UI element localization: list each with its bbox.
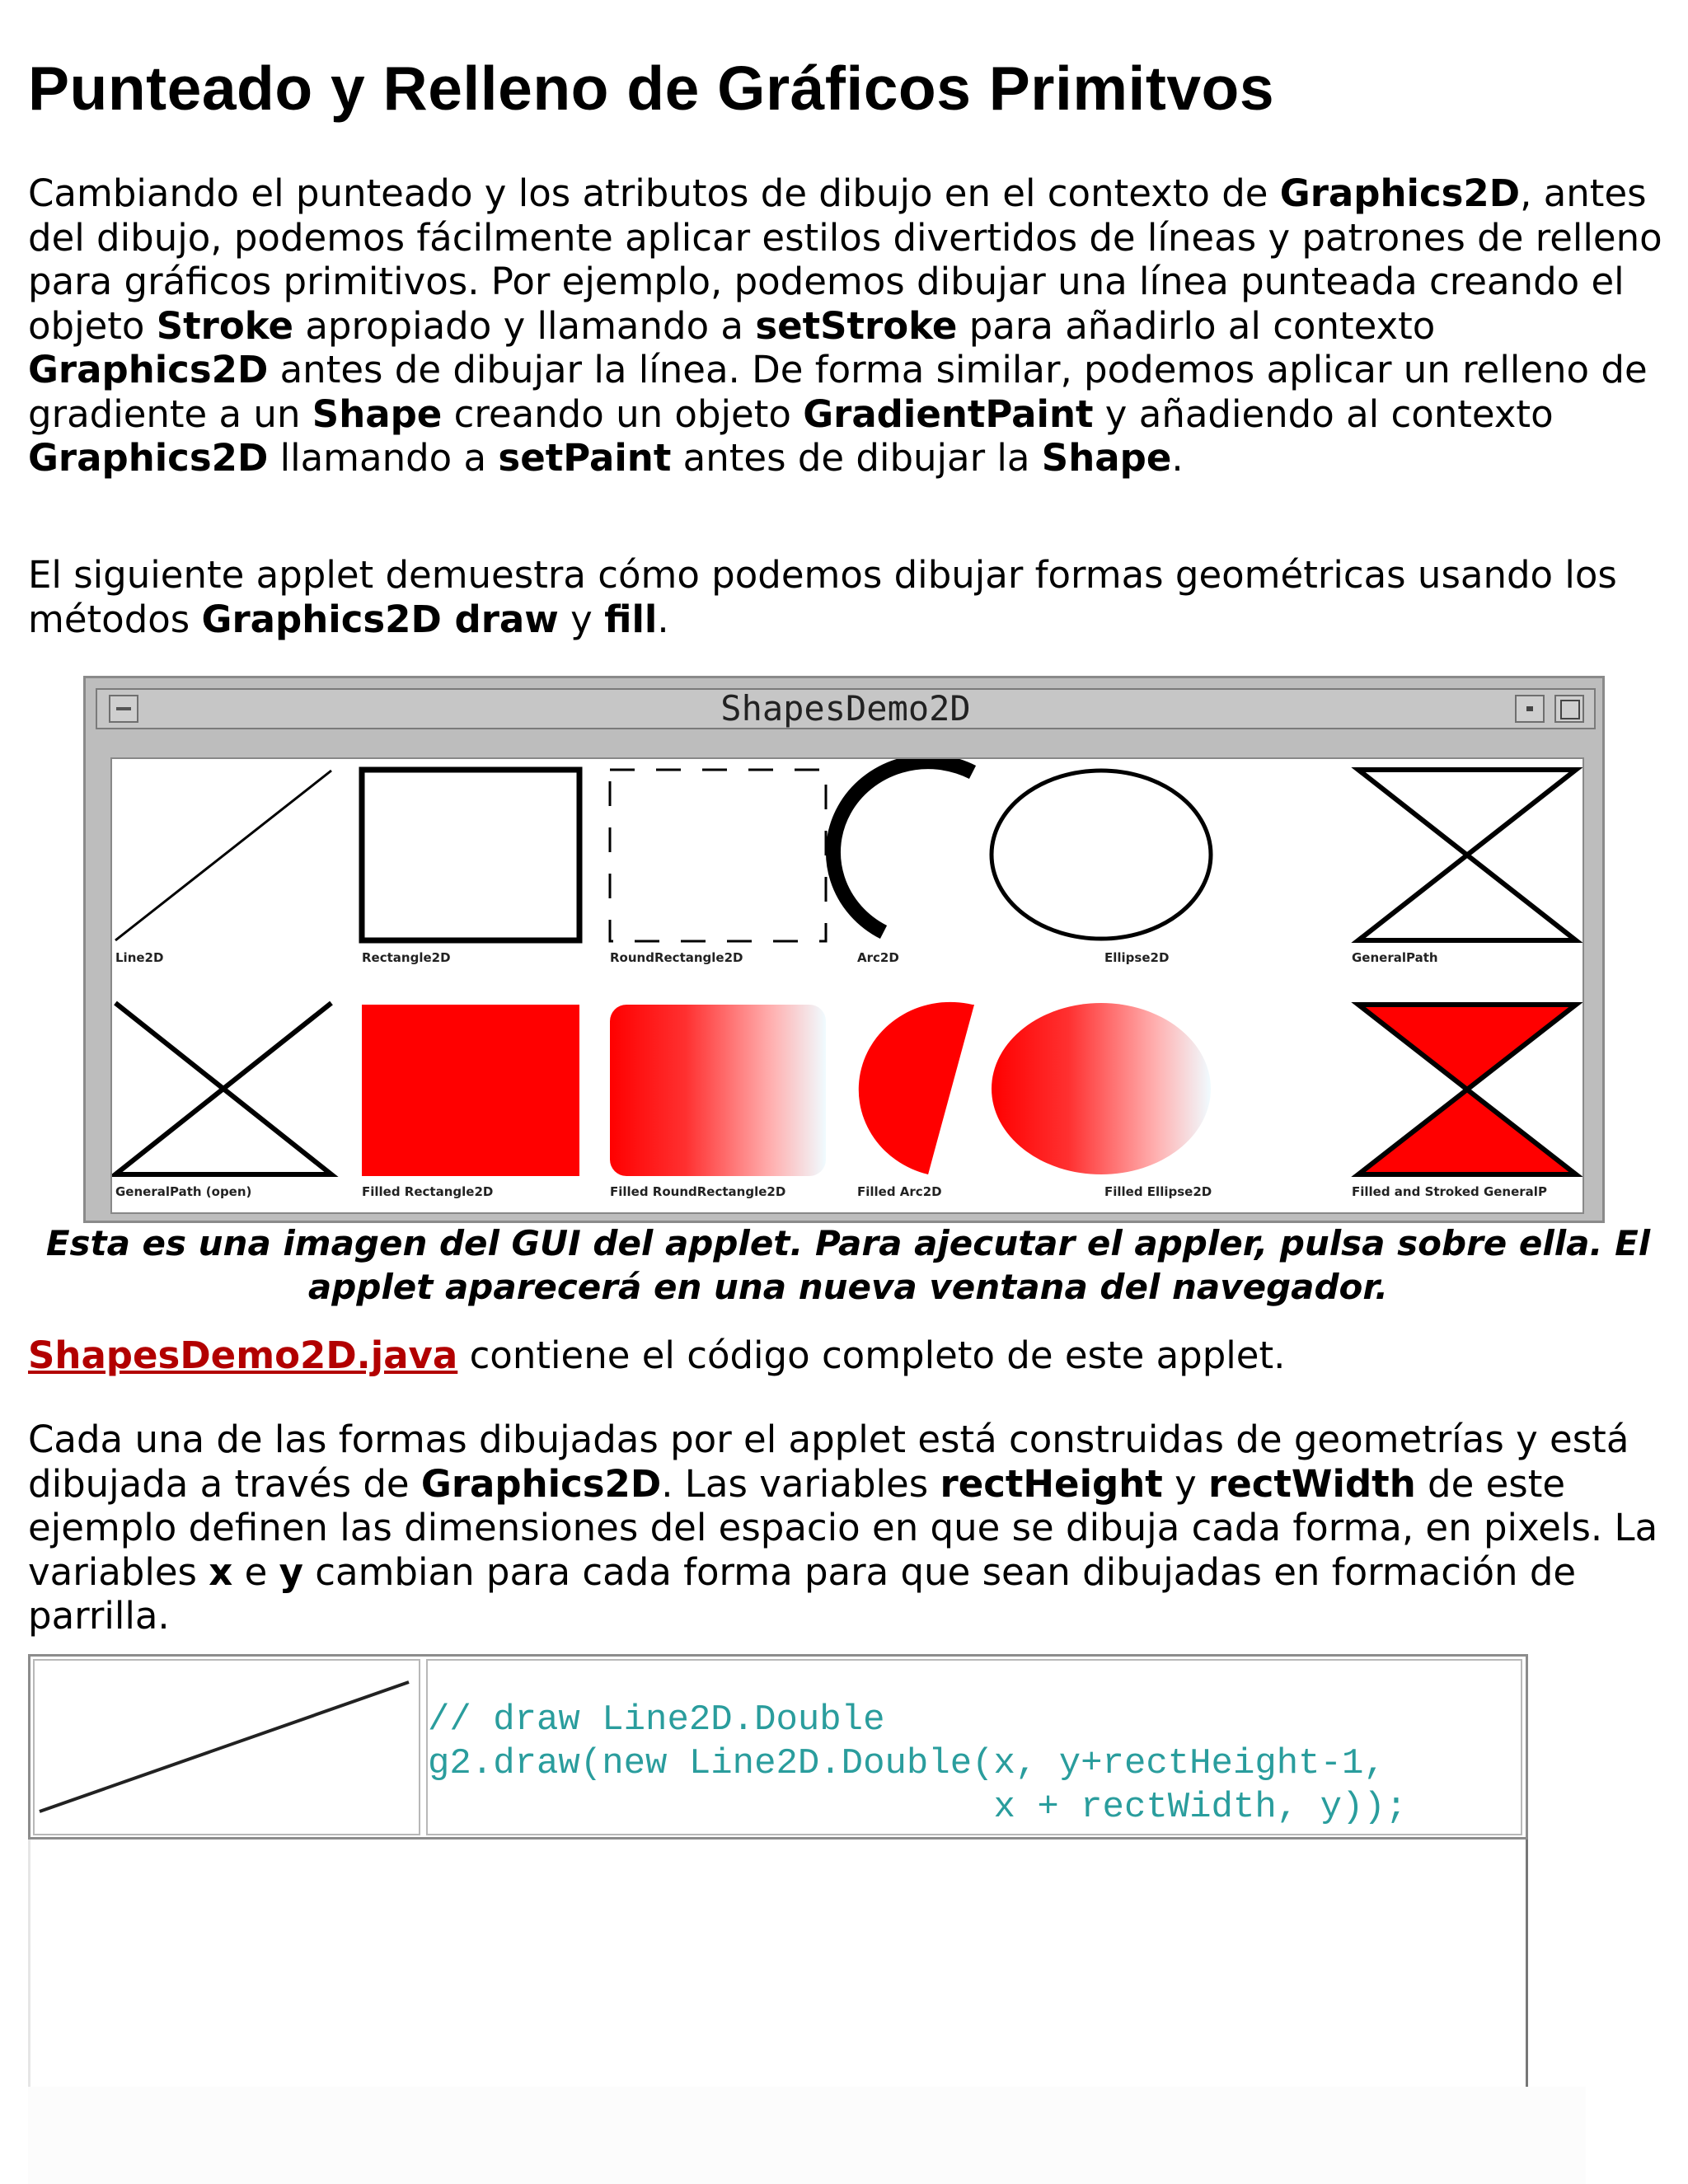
source-paragraph: [28, 1333, 1668, 1378]
example-line2d-shape: [40, 1682, 409, 1811]
label-filled-rectangle2d: Filled Rectangle2D: [362, 1184, 494, 1199]
text-run: .: [657, 597, 669, 641]
arc2d-shape: [833, 762, 973, 932]
bold-term: Graphics2D: [420, 1461, 662, 1506]
text-run: y: [558, 597, 605, 641]
text-run: El siguiente applet demuestra cómo podemos dibujar formas geométricas usando los métodos: [28, 553, 1617, 641]
bold-term: Graphics2D draw: [201, 597, 559, 641]
line2d-shape: [115, 771, 331, 940]
window-titlebar[interactable]: [96, 688, 1596, 729]
code-block: [428, 1699, 1407, 1830]
label-filled-ellipse2d: Filled Ellipse2D: [1104, 1184, 1212, 1199]
bold-term: Stroke: [156, 303, 294, 348]
bold-term: GradientPaint: [803, 391, 1094, 436]
label-ellipse2d: Ellipse2D: [1104, 950, 1170, 965]
dot-icon: [1526, 706, 1533, 711]
square-icon: [1560, 700, 1580, 719]
window-title: ShapesDemo2D: [720, 688, 971, 729]
bold-term: setStroke: [755, 303, 958, 348]
filled-ellipse2d-shape: [992, 1003, 1211, 1174]
ellipse2d-shape: [992, 771, 1211, 939]
code-line: g2.draw(new Line2D.Double(x, y+rectHeight-1,: [428, 1743, 1386, 1784]
window-frame: [83, 676, 1605, 1223]
text-run: para añadirlo al contexto: [957, 303, 1436, 348]
label-generalpath: GeneralPath: [1352, 950, 1438, 965]
example-line-drawing: [35, 1661, 419, 1834]
window-minimize-button[interactable]: [1515, 695, 1545, 723]
label-filled-stroked-generalpath: Filled and Stroked GeneralP: [1352, 1184, 1547, 1199]
text-run: de este ejemplo definen las dimensiones del espacio en que se dibuja cada forma, en pixels. La variables: [28, 1461, 1658, 1594]
label-rectangle2d: Rectangle2D: [362, 950, 451, 965]
window-maximize-button[interactable]: [1554, 695, 1584, 723]
text-run: Cada una de las formas dibujadas por el applet está construidas de geometrías y está dibujada a través de: [28, 1418, 1629, 1506]
example-table: [28, 1654, 1528, 1840]
code-line: x + rectWidth, y));: [428, 1787, 1408, 1828]
code-line: // draw Line2D.Double: [428, 1699, 885, 1741]
applet-caption: [28, 1221, 1668, 1309]
label-filled-roundrectangle2d: Filled RoundRectangle2D: [610, 1184, 786, 1199]
example-shape-cell: [33, 1659, 420, 1835]
bold-term: x: [209, 1549, 233, 1594]
generalpath-shape: [1358, 770, 1576, 940]
text-run: y: [1162, 1461, 1209, 1506]
bold-term: fill: [604, 597, 658, 641]
label-generalpath-open: GeneralPath (open): [115, 1184, 252, 1199]
source-paragraph-text: contiene el código completo de este applet.: [457, 1333, 1286, 1377]
text-run: , antes del dibujo, podemos fácilmente aplicar estilos divertidos de líneas y patrones de relleno para gráficos primitivos. Por ejemplo, podemos dibujar una línea punteada creando el objeto: [28, 171, 1662, 348]
bold-term: setPaint: [498, 436, 672, 480]
roundrectangle2d-shape: [610, 770, 826, 941]
bold-term: Graphics2D: [28, 348, 269, 391]
text-run: Cambiando el punteado y los atributos de dibujo en el contexto de: [28, 171, 1280, 215]
shapes-drawing: [112, 759, 1582, 1212]
text-run: llamando a: [268, 436, 499, 480]
applet-canvas: [110, 757, 1584, 1214]
rectangle2d-shape: [362, 770, 579, 940]
bold-term: Shape: [312, 391, 443, 436]
bold-term: Graphics2D: [28, 436, 269, 480]
text-run: cambian para cada forma para que sean dibujadas en formación de parrilla.: [28, 1549, 1577, 1638]
text-run: antes de dibujar la línea. De forma similar, podemos aplicar un relleno de gradiente a un: [28, 348, 1648, 436]
applet-intro-paragraph: [28, 553, 1668, 641]
label-arc2d: Arc2D: [857, 950, 899, 965]
bold-term: rectHeight: [940, 1461, 1163, 1506]
source-file-link[interactable]: ShapesDemo2D.java: [28, 1333, 458, 1377]
label-filled-arc2d: Filled Arc2D: [857, 1184, 942, 1199]
caption-line-1: Esta es una imagen del GUI del applet. Para ajecutar el appler, pulsa sobre ella. El: [45, 1223, 1651, 1263]
label-line2d: Line2D: [115, 950, 164, 965]
bold-term: rectWidth: [1208, 1461, 1416, 1506]
label-roundrectangle2d: RoundRectangle2D: [610, 950, 743, 965]
bold-term: Shape: [1041, 436, 1172, 480]
example-table-continuation: [28, 1840, 1528, 2087]
filled-roundrectangle2d-shape: [610, 1005, 826, 1176]
text-run: antes de dibujar la: [671, 436, 1042, 480]
page-bottom-strip: [28, 2087, 1586, 2184]
text-run: y añadiendo al contexto: [1093, 391, 1554, 436]
text-run: e: [232, 1549, 279, 1594]
text-run: . Las variables: [661, 1461, 940, 1506]
example-code-cell: [426, 1659, 1522, 1835]
text-run: creando un objeto: [442, 391, 804, 436]
page-title: Punteado y Relleno de Gráficos Primitvos: [28, 54, 1275, 123]
filled-stroked-generalpath-shape: [1358, 1005, 1576, 1174]
bold-term: Graphics2D: [1279, 171, 1521, 215]
text-run: apropiado y llamando a: [293, 303, 756, 348]
shapes-explanation-paragraph: [28, 1418, 1668, 1638]
caption-line-2: applet aparecerá en una nueva ventana del navegador.: [307, 1267, 1389, 1307]
applet-screenshot[interactable]: [83, 676, 1605, 1223]
text-run: .: [1171, 436, 1184, 480]
bold-term: y: [279, 1549, 303, 1594]
filled-rectangle2d-shape: [362, 1005, 579, 1176]
intro-paragraph: [28, 171, 1668, 480]
generalpath-open-shape: [115, 1003, 331, 1174]
